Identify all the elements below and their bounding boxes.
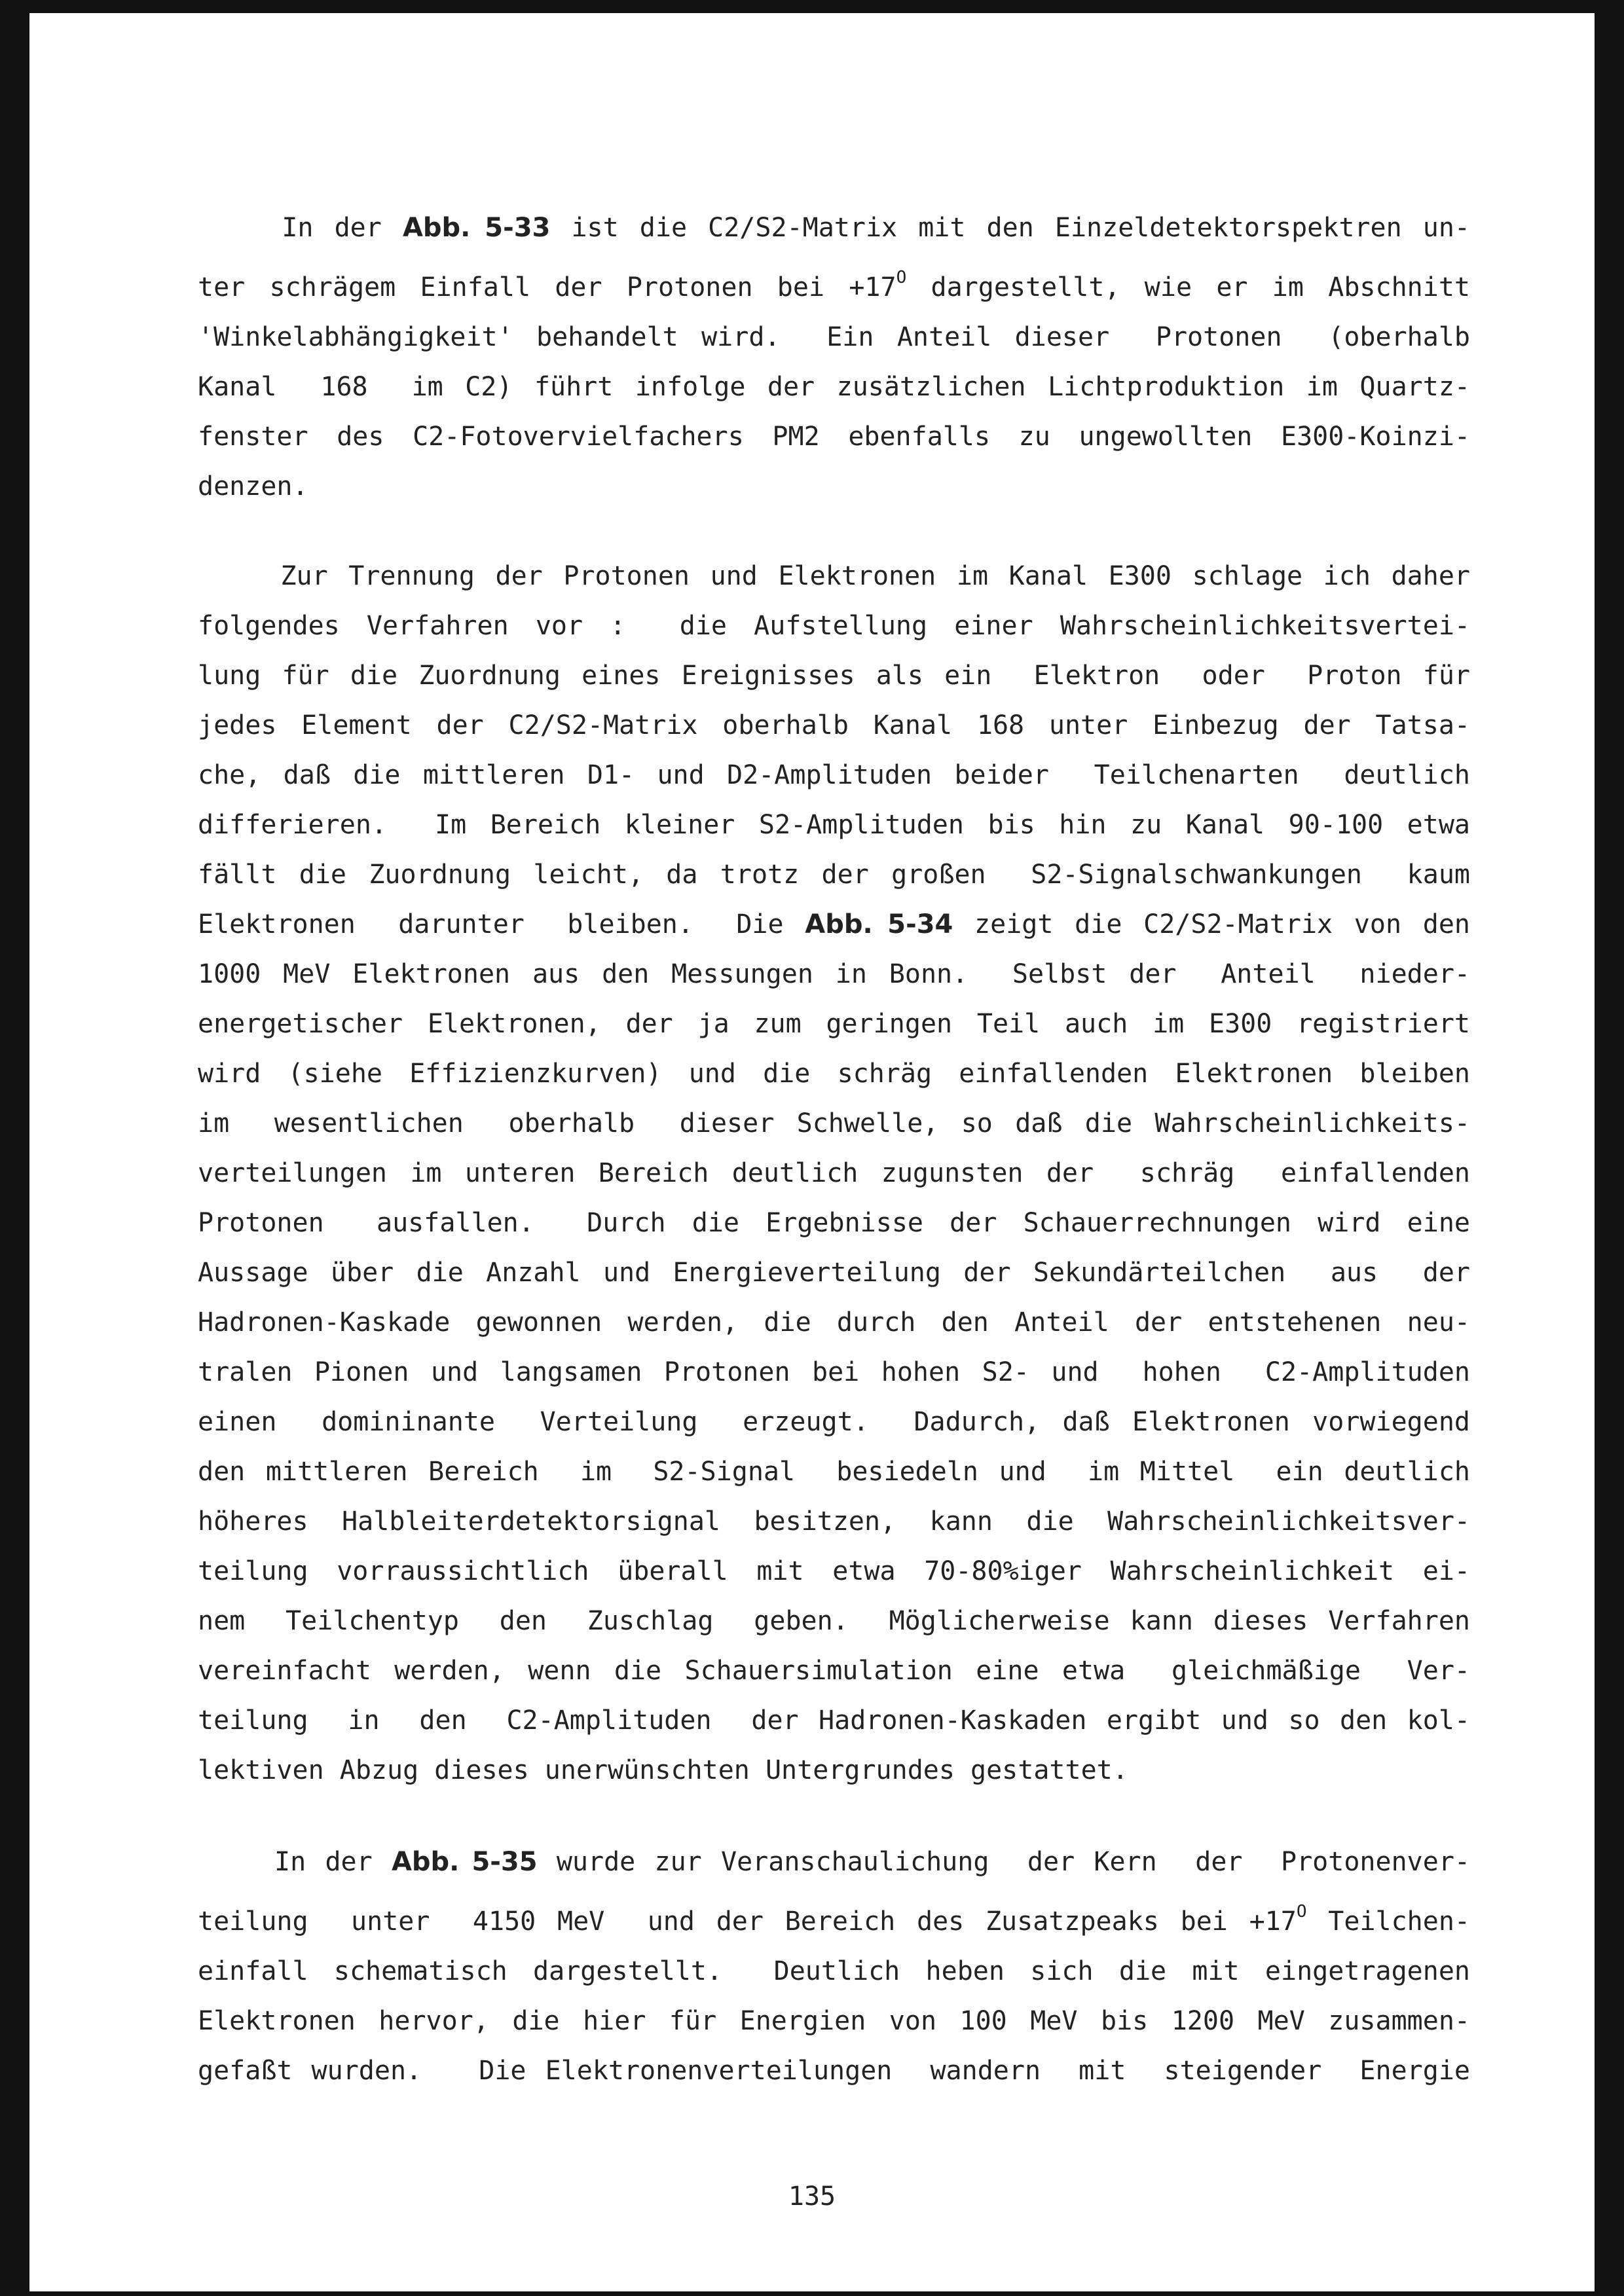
text-line: [198, 2046, 1470, 2096]
text-line: [198, 1996, 1470, 2046]
text-segment: 'Winkelabhängigkeit' behandelt wird. Ein Anteil dieser Protonen (oberhalb: [198, 322, 1470, 352]
text-line: [198, 1397, 1470, 1447]
text-segment: teilung in den C2-Amplituden der Hadronen-Kaskaden ergibt und so den kol-: [198, 1705, 1470, 1736]
text-segment: 1000 MeV Elektronen aus den Messungen in Bonn. Selbst der Anteil nieder-: [198, 959, 1470, 989]
text-line: [198, 1887, 1470, 1946]
text-line: [198, 1447, 1470, 1497]
text-segment: wurde zur Veranschaulichung der Kern der Protonenver-: [537, 1847, 1470, 1877]
text-segment: fenster des C2-Fotovervielfachers PM2 ebenfalls zu ungewollten E300-Koinzi-: [198, 422, 1470, 452]
figure-reference: Abb. 5-34: [805, 909, 953, 939]
text-segment: zeigt die C2/S2-Matrix von den: [953, 909, 1470, 939]
text-line: [198, 551, 1470, 601]
text-line: [198, 651, 1470, 701]
text-segment: ter schrägem Einfall der Protonen bei +17: [198, 272, 896, 302]
text-segment: im wesentlichen oberhalb dieser Schwelle, so daß die Wahrscheinlichkeits-: [198, 1108, 1470, 1139]
text-segment: nem Teilchentyp den Zuschlag geben. Möglicherweise kann dieses Verfahren: [198, 1606, 1470, 1636]
text-segment: gefaßt wurden. Die Elektronenverteilungen wandern mit steigender Energie: [198, 2056, 1470, 2086]
text-line: [198, 999, 1470, 1049]
text-segment: denzen.: [198, 471, 308, 501]
document-page: [29, 13, 1595, 2291]
text-segment: Hadronen-Kaskade gewonnen werden, die durch den Anteil der entstehenen neu-: [198, 1307, 1470, 1338]
text-segment: dargestellt, wie er im Abschnitt: [906, 272, 1470, 302]
text-line: [198, 1946, 1470, 1996]
text-line: [198, 1837, 1470, 1887]
text-segment: einen domininante Verteilung erzeugt. Dadurch, daß Elektronen vorwiegend: [198, 1407, 1470, 1437]
text-line: [198, 850, 1470, 900]
text-segment: wird (siehe Effizienzkurven) und die schräg einfallenden Elektronen bleiben: [198, 1059, 1470, 1089]
text-segment: Protonen ausfallen. Durch die Ergebnisse der Schauerrechnungen wird eine: [198, 1208, 1470, 1238]
text-line: [198, 1198, 1470, 1248]
text-segment: jedes Element der C2/S2-Matrix oberhalb Kanal 168 unter Einbezug der Tatsa-: [198, 710, 1470, 740]
text-segment: Zur Trennung der Protonen und Elektronen im Kanal E300 schlage ich daher: [198, 561, 1470, 591]
text-line: [198, 203, 1470, 253]
text-segment: differieren. Im Bereich kleiner S2-Amplituden bis hin zu Kanal 90-100 etwa: [198, 810, 1470, 840]
text-line: [198, 701, 1470, 750]
text-segment: teilung unter 4150 MeV und der Bereich des Zusatzpeaks bei +17: [198, 1906, 1297, 1937]
degree-superscript: O: [896, 268, 907, 287]
text-segment: Elektronen darunter bleiben. Die: [198, 909, 805, 939]
text-segment: lektiven Abzug dieses unerwünschten Untergrundes gestattet.: [198, 1755, 1128, 1785]
text-segment: folgendes Verfahren vor : die Aufstellung einer Wahrscheinlichkeitsvertei-: [198, 611, 1470, 641]
text-segment: vereinfacht werden, wenn die Schauersimulation eine etwa gleichmäßige Ver-: [198, 1656, 1470, 1686]
text-segment: Aussage über die Anzahl und Energieverteilung der Sekundärteilchen aus der: [198, 1258, 1470, 1288]
paragraph-1: [198, 203, 1470, 511]
text-line: [198, 601, 1470, 651]
text-line: [198, 1099, 1470, 1148]
text-segment: den mittleren Bereich im S2-Signal besiedeln und im Mittel ein deutlich: [198, 1457, 1470, 1487]
text-line: [198, 1646, 1470, 1696]
text-segment: einfall schematisch dargestellt. Deutlich heben sich die mit eingetragenen: [198, 1956, 1470, 1986]
figure-reference: Abb. 5-33: [402, 213, 551, 243]
paragraph-3: [198, 1837, 1470, 2096]
text-segment: In der: [198, 1847, 392, 1877]
text-line: [198, 1248, 1470, 1298]
text-line: [198, 1745, 1470, 1795]
text-line: [198, 412, 1470, 462]
text-line: [198, 900, 1470, 949]
figure-reference: Abb. 5-35: [391, 1847, 538, 1877]
text-line: [198, 1497, 1470, 1546]
text-line: [198, 1546, 1470, 1596]
text-segment: che, daß die mittleren D1- und D2-Amplituden beider Teilchenarten deutlich: [198, 760, 1470, 790]
text-segment: lung für die Zuordnung eines Ereignisses als ein Elektron oder Proton für: [198, 661, 1470, 691]
text-segment: Elektronen hervor, die hier für Energien von 100 MeV bis 1200 MeV zusammen-: [198, 2006, 1470, 2036]
text-line: [198, 1148, 1470, 1198]
text-line: [198, 1298, 1470, 1347]
text-line: [198, 253, 1470, 312]
text-segment: In der: [198, 213, 403, 243]
text-line: [198, 1049, 1470, 1099]
text-segment: teilung vorraussichtlich überall mit etwa 70-80%iger Wahrscheinlichkeit ei-: [198, 1556, 1470, 1586]
text-segment: ist die C2/S2-Matrix mit den Einzeldetektorspektren un-: [550, 213, 1471, 243]
text-line: [198, 312, 1470, 362]
text-line: [198, 949, 1470, 999]
text-line: [198, 750, 1470, 800]
degree-superscript: O: [1296, 1902, 1307, 1922]
text-segment: energetischer Elektronen, der ja zum geringen Teil auch im E300 registriert: [198, 1009, 1470, 1039]
text-line: [198, 1596, 1470, 1646]
text-line: [198, 1696, 1470, 1745]
text-line: [198, 800, 1470, 850]
text-segment: höheres Halbleiterdetektorsignal besitzen, kann die Wahrscheinlichkeitsver-: [198, 1506, 1470, 1537]
text-segment: Teilchen-: [1306, 1906, 1470, 1937]
paragraph-2: [198, 551, 1470, 1795]
text-segment: verteilungen im unteren Bereich deutlich zugunsten der schräg einfallenden: [198, 1158, 1470, 1188]
text-segment: fällt die Zuordnung leicht, da trotz der großen S2-Signalschwankungen kaum: [198, 860, 1470, 890]
text-line: [198, 462, 1470, 511]
text-line: [198, 362, 1470, 412]
text-segment: tralen Pionen und langsamen Protonen bei hohen S2- und hohen C2-Amplituden: [198, 1357, 1470, 1387]
text-segment: Kanal 168 im C2) führt infolge der zusätzlichen Lichtproduktion im Quartz-: [198, 372, 1470, 402]
text-line: [198, 1347, 1470, 1397]
page-number: 135: [788, 2181, 836, 2212]
